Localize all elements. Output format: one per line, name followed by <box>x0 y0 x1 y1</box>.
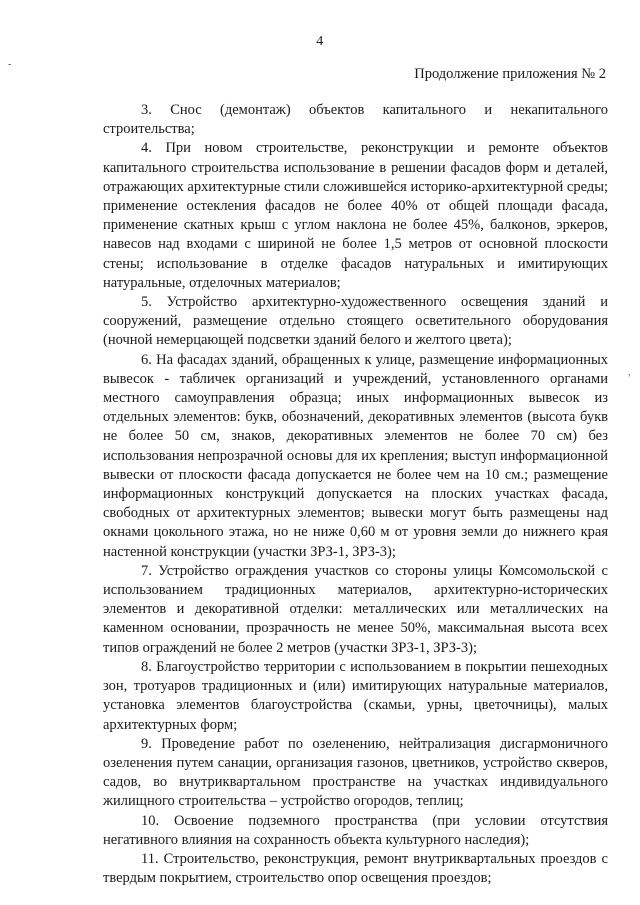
paragraph-item-7: 7. Устройство ограждения участков со стороны улицы Комсомольской с использованием традиционных материалов, архитектурно-исторических элементов и декоративной отделки: металлических или металлических на каменном основании, прозрачность не менее 50%, максимальная высота всех типов ограждений не более 2 метров (участки ЗРЗ-1, ЗРЗ-3); <box>103 562 608 656</box>
paragraph-item-3: 3. Снос (демонтаж) объектов капитального и некапитального строительства; <box>103 102 608 138</box>
paragraph-item-5: 5. Устройство архитектурно-художественного освещения зданий и сооружений, размещение отдельно стоящего осветительного оборудования (ночной немерцающей подсветки зданий белого и желтого цвета); <box>103 294 608 349</box>
left-margin-mark: - <box>8 59 12 70</box>
paragraph-item-9: 9. Проведение работ по озеленению, нейтрализация дисгармоничного озеленения путем санации, организация газонов, цветников, устройство скверов, садов, во внутриквартальном пространстве на участках индивидуального жилищного строительства – устройство огородов, теплиц; <box>103 735 608 810</box>
document-body <box>103 101 608 888</box>
paragraph-item-8: 8. Благоустройство территории с использованием в покрытии пешеходных зон, тротуаров традиционных и (или) имитирующих натуральные материалов, установка элементов благоустройства (скамьи, урны, цветочницы), малых архитектурных форм; <box>103 658 608 733</box>
paragraph-item-10: 10. Освоение подземного пространства (при условии отсутствия негативного влияния на сохранность объекта культурного наследия); <box>103 812 608 848</box>
appendix-continuation-label: Продолжение приложения № 2 <box>414 66 606 82</box>
paragraph-item-11: 11. Строительство, реконструкция, ремонт внутриквартальных проездов с твердым покрытием, строительство опор освещения проездов; <box>103 850 608 887</box>
right-margin-mark: , <box>628 367 631 378</box>
paragraph-item-6: 6. На фасадах зданий, обращенных к улице, размещение информационных вывесок - табличек организаций и учреждений, установленного органами местного самоуправления образца; иных информационных вывесок из отдельных элементов: букв, обозначений, декоративных элементов (высота букв не более 50 см, знаков, декоративных элементов не более 70 см) без использования непрозрачной основы для их крепления; выступ информационной вывески от плоскости фасада допускается не более чем на 10 см.; размещение информационных конструкций допускается на плоских участках фасада, свободных от архитектурных элементов; вывески могут быть размещены над окнами цокольного этажа, но не ниже 0,60 м от уровня земли до нижнего края настенной конструкции (участки ЗРЗ-1, ЗРЗ-3); <box>103 351 608 560</box>
paragraph-item-4: 4. При новом строительстве, реконструкции и ремонте объектов капитального строительства использование в решении фасадов форм и деталей, отражающих архитектурные стили сложившейся историко-архитектурной среды; применение остекления фасадов не более 40% от общей площади фасада, применение скатных крыш с углом наклона не более 45%, балконов, эркеров, навесов над входами с шириной не более 1,5 метров от основной плоскости стены; использование в отделке фасадов натуральных и имитирующих натуральные, отделочных материалов; <box>103 140 608 291</box>
page-number: 4 <box>316 34 324 49</box>
